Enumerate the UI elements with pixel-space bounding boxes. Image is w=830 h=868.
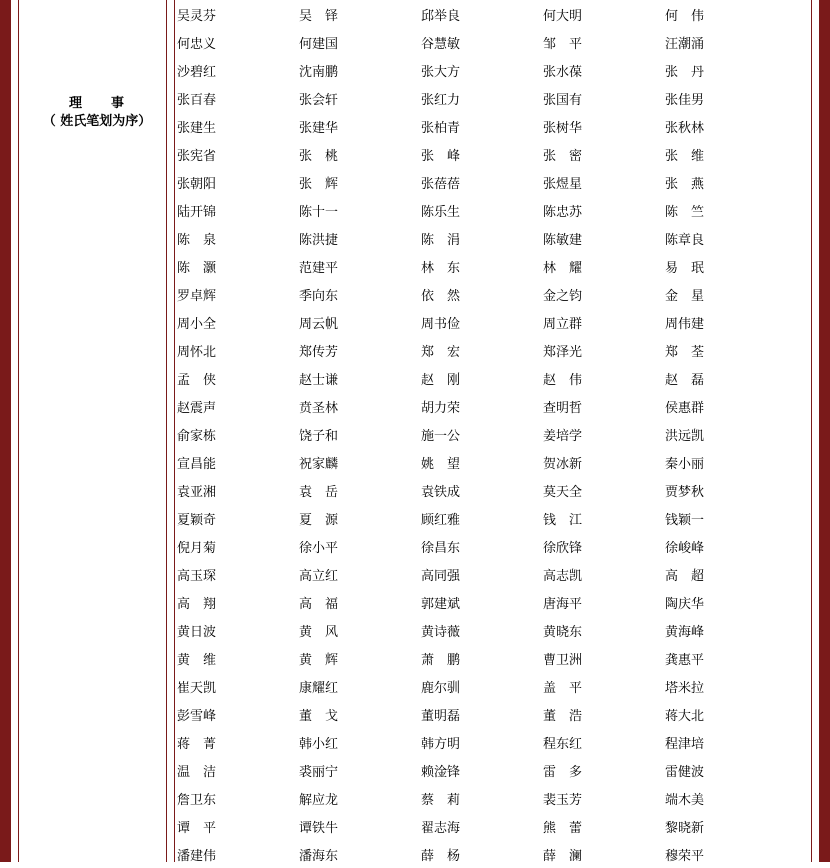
member-name: 龚惠平 bbox=[665, 652, 705, 668]
table-row bbox=[177, 700, 797, 728]
member-name: 张水葆 bbox=[543, 64, 583, 80]
member-name: 张国有 bbox=[543, 92, 583, 108]
table-row bbox=[177, 336, 797, 364]
member-name: 康耀红 bbox=[299, 680, 339, 696]
table-row bbox=[177, 196, 797, 224]
member-name: 钱 江 bbox=[543, 512, 583, 528]
member-name: 张 丹 bbox=[665, 64, 705, 80]
table-row bbox=[177, 560, 797, 588]
member-name: 陶庆华 bbox=[665, 596, 705, 612]
member-name: 徐欣锋 bbox=[543, 540, 583, 556]
member-name: 周云帆 bbox=[299, 316, 339, 332]
member-name: 夏颖奇 bbox=[177, 512, 217, 528]
member-name: 林 东 bbox=[421, 260, 461, 276]
member-name: 塔米拉 bbox=[665, 680, 705, 696]
table-row bbox=[177, 420, 797, 448]
member-name: 黎晓新 bbox=[665, 820, 705, 836]
column-divider bbox=[166, 0, 167, 862]
member-name: 张会轩 bbox=[299, 92, 339, 108]
member-name: 胡力荣 bbox=[421, 400, 461, 416]
table-row bbox=[177, 308, 797, 336]
member-name: 金 星 bbox=[665, 288, 705, 304]
member-name: 韩方明 bbox=[421, 736, 461, 752]
member-name: 何 伟 bbox=[665, 8, 705, 24]
member-name: 赵士谦 bbox=[299, 372, 339, 388]
table-row bbox=[177, 616, 797, 644]
table-row bbox=[177, 280, 797, 308]
member-name: 黄 维 bbox=[177, 652, 217, 668]
member-name: 张佳男 bbox=[665, 92, 705, 108]
member-name: 萧 鹏 bbox=[421, 652, 461, 668]
member-name: 高 翔 bbox=[177, 596, 217, 612]
member-name: 袁 岳 bbox=[299, 484, 339, 500]
member-name: 黄诗薇 bbox=[421, 624, 461, 640]
member-name: 潘海东 bbox=[299, 848, 339, 864]
member-name: 张大方 bbox=[421, 64, 461, 80]
member-name: 张 燕 bbox=[665, 176, 705, 192]
table-row bbox=[177, 728, 797, 756]
member-name: 徐小平 bbox=[299, 540, 339, 556]
member-name: 何建国 bbox=[299, 36, 339, 52]
member-name: 祝家麟 bbox=[299, 456, 339, 472]
member-name: 黄晓东 bbox=[543, 624, 583, 640]
member-name: 张 峰 bbox=[421, 148, 461, 164]
member-name: 郑 宏 bbox=[421, 344, 461, 360]
member-name: 蔡 莉 bbox=[421, 792, 461, 808]
member-name: 何大明 bbox=[543, 8, 583, 24]
member-name: 鹿尔驯 bbox=[421, 680, 461, 696]
member-name: 沙碧红 bbox=[177, 64, 217, 80]
member-name: 蒋 菁 bbox=[177, 736, 217, 752]
member-name: 穆荣平 bbox=[665, 848, 705, 864]
member-name: 罗卓辉 bbox=[177, 288, 217, 304]
member-name: 张 维 bbox=[665, 148, 705, 164]
member-name: 陈敏建 bbox=[543, 232, 583, 248]
member-name: 贲圣林 bbox=[299, 400, 339, 416]
member-name: 黄 风 bbox=[299, 624, 339, 640]
table-row bbox=[177, 224, 797, 252]
member-name: 宣昌能 bbox=[177, 456, 217, 472]
table-row bbox=[177, 504, 797, 532]
member-name: 饶子和 bbox=[299, 428, 339, 444]
member-name: 高玉琛 bbox=[177, 568, 217, 584]
member-name: 张建华 bbox=[299, 120, 339, 136]
member-name: 周立群 bbox=[543, 316, 583, 332]
member-name: 顾红雅 bbox=[421, 512, 461, 528]
table-row bbox=[177, 588, 797, 616]
member-name: 黄日波 bbox=[177, 624, 217, 640]
member-name: 汪潮涌 bbox=[665, 36, 705, 52]
member-name: 钱颖一 bbox=[665, 512, 705, 528]
member-name: 陈 涓 bbox=[421, 232, 461, 248]
member-name: 曹卫洲 bbox=[543, 652, 583, 668]
table-row bbox=[177, 672, 797, 700]
table-row bbox=[177, 756, 797, 784]
member-name: 彭雪峰 bbox=[177, 708, 217, 724]
member-name: 张蓓蓓 bbox=[421, 176, 461, 192]
member-name: 张柏青 bbox=[421, 120, 461, 136]
table-row bbox=[177, 168, 797, 196]
member-name: 翟志海 bbox=[421, 820, 461, 836]
table-row bbox=[177, 56, 797, 84]
member-name: 依 然 bbox=[421, 288, 461, 304]
member-name: 贾梦秋 bbox=[665, 484, 705, 500]
member-name: 解应龙 bbox=[299, 792, 339, 808]
member-name: 袁铁成 bbox=[421, 484, 461, 500]
member-name: 温 洁 bbox=[177, 764, 217, 780]
member-name: 高 福 bbox=[299, 596, 339, 612]
member-name: 赵 伟 bbox=[543, 372, 583, 388]
member-name: 沈南鹏 bbox=[299, 64, 339, 80]
member-name: 洪远凯 bbox=[665, 428, 705, 444]
member-name: 程津培 bbox=[665, 736, 705, 752]
member-name: 郑传芳 bbox=[299, 344, 339, 360]
table-row bbox=[177, 644, 797, 672]
member-name: 陈洪捷 bbox=[299, 232, 339, 248]
member-name: 赵 磊 bbox=[665, 372, 705, 388]
member-name: 高立红 bbox=[299, 568, 339, 584]
member-name: 盖 平 bbox=[543, 680, 583, 696]
member-name: 何忠义 bbox=[177, 36, 217, 52]
member-name: 蒋大北 bbox=[665, 708, 705, 724]
member-name: 薛 澜 bbox=[543, 848, 583, 864]
member-name: 张百春 bbox=[177, 92, 217, 108]
member-name: 倪月菊 bbox=[177, 540, 217, 556]
member-name: 周怀北 bbox=[177, 344, 217, 360]
member-name: 谷慧敏 bbox=[421, 36, 461, 52]
member-name: 裴玉芳 bbox=[543, 792, 583, 808]
table-row bbox=[177, 448, 797, 476]
member-name: 查明哲 bbox=[543, 400, 583, 416]
member-name: 郑泽光 bbox=[543, 344, 583, 360]
member-name: 黄 辉 bbox=[299, 652, 339, 668]
name-grid bbox=[177, 0, 797, 868]
member-name: 侯惠群 bbox=[665, 400, 705, 416]
member-name: 郭建斌 bbox=[421, 596, 461, 612]
member-name: 张煜星 bbox=[543, 176, 583, 192]
member-name: 董 戈 bbox=[299, 708, 339, 724]
member-name: 易 珉 bbox=[665, 260, 705, 276]
section-label bbox=[19, 95, 175, 131]
member-name: 邹 平 bbox=[543, 36, 583, 52]
member-name: 熊 蕾 bbox=[543, 820, 583, 836]
member-name: 孟 侠 bbox=[177, 372, 217, 388]
member-name: 季向东 bbox=[299, 288, 339, 304]
member-name: 董明磊 bbox=[421, 708, 461, 724]
member-name: 程东红 bbox=[543, 736, 583, 752]
member-name: 雷健波 bbox=[665, 764, 705, 780]
member-name: 赵 刚 bbox=[421, 372, 461, 388]
member-name: 徐峻峰 bbox=[665, 540, 705, 556]
member-name: 陈章良 bbox=[665, 232, 705, 248]
member-name: 潘建伟 bbox=[177, 848, 217, 864]
member-name: 吴 铎 bbox=[299, 8, 339, 24]
member-name: 秦小丽 bbox=[665, 456, 705, 472]
member-name: 郑 荃 bbox=[665, 344, 705, 360]
member-name: 张 辉 bbox=[299, 176, 339, 192]
table-row bbox=[177, 476, 797, 504]
table-row bbox=[177, 112, 797, 140]
table-row bbox=[177, 532, 797, 560]
member-name: 张朝阳 bbox=[177, 176, 217, 192]
member-name: 高 超 bbox=[665, 568, 705, 584]
member-name: 陈忠苏 bbox=[543, 204, 583, 220]
table-row bbox=[177, 364, 797, 392]
member-name: 张建生 bbox=[177, 120, 217, 136]
member-name: 唐海平 bbox=[543, 596, 583, 612]
member-name: 张 桃 bbox=[299, 148, 339, 164]
member-name: 林 耀 bbox=[543, 260, 583, 276]
member-name: 裘丽宁 bbox=[299, 764, 339, 780]
member-name: 黄海峰 bbox=[665, 624, 705, 640]
member-name: 袁亚湘 bbox=[177, 484, 217, 500]
member-name: 董 浩 bbox=[543, 708, 583, 724]
table-row bbox=[177, 812, 797, 840]
member-name: 吴灵芬 bbox=[177, 8, 217, 24]
member-name: 张 密 bbox=[543, 148, 583, 164]
member-name: 詹卫东 bbox=[177, 792, 217, 808]
member-name: 薛 杨 bbox=[421, 848, 461, 864]
table-row bbox=[177, 140, 797, 168]
member-name: 姚 望 bbox=[421, 456, 461, 472]
member-name: 周书俭 bbox=[421, 316, 461, 332]
member-name: 贺冰新 bbox=[543, 456, 583, 472]
member-name: 陈 泉 bbox=[177, 232, 217, 248]
table-row bbox=[177, 784, 797, 812]
member-name: 雷 多 bbox=[543, 764, 583, 780]
member-name: 高志凯 bbox=[543, 568, 583, 584]
member-name: 谭 平 bbox=[177, 820, 217, 836]
member-name: 夏 源 bbox=[299, 512, 339, 528]
section-title: 理 事 bbox=[68, 96, 125, 111]
left-frame-border bbox=[0, 0, 11, 862]
member-name: 陈十一 bbox=[299, 204, 339, 220]
table-row bbox=[177, 392, 797, 420]
table-row bbox=[177, 84, 797, 112]
member-name: 高同强 bbox=[421, 568, 461, 584]
member-name: 周小全 bbox=[177, 316, 217, 332]
member-name: 张树华 bbox=[543, 120, 583, 136]
label-column bbox=[19, 0, 175, 862]
member-name: 张秋林 bbox=[665, 120, 705, 136]
member-name: 张宪省 bbox=[177, 148, 217, 164]
member-name: 韩小红 bbox=[299, 736, 339, 752]
member-name: 陈乐生 bbox=[421, 204, 461, 220]
member-name: 施一公 bbox=[421, 428, 461, 444]
member-name: 俞家栋 bbox=[177, 428, 217, 444]
member-name: 谭铁牛 bbox=[299, 820, 339, 836]
member-name: 姜培学 bbox=[543, 428, 583, 444]
member-name: 金之钧 bbox=[543, 288, 583, 304]
member-name: 陆开锦 bbox=[177, 204, 217, 220]
table-row bbox=[177, 28, 797, 56]
table-row bbox=[177, 252, 797, 280]
member-name: 周伟建 bbox=[665, 316, 705, 332]
member-name: 赵震声 bbox=[177, 400, 217, 416]
member-name: 陈 竺 bbox=[665, 204, 705, 220]
member-name: 张红力 bbox=[421, 92, 461, 108]
member-name: 崔天凯 bbox=[177, 680, 217, 696]
table-row bbox=[177, 840, 797, 868]
table-row bbox=[177, 0, 797, 28]
member-name: 端木美 bbox=[665, 792, 705, 808]
right-frame-border bbox=[819, 0, 830, 862]
member-name: 陈 灏 bbox=[177, 260, 217, 276]
member-name: 邱举良 bbox=[421, 8, 461, 24]
member-name: 范建平 bbox=[299, 260, 339, 276]
member-name: 赖淦锋 bbox=[421, 764, 461, 780]
member-name: 莫天全 bbox=[543, 484, 583, 500]
section-subtitle: （ 姓氏笔划为序） bbox=[42, 114, 152, 129]
member-name: 徐昌东 bbox=[421, 540, 461, 556]
